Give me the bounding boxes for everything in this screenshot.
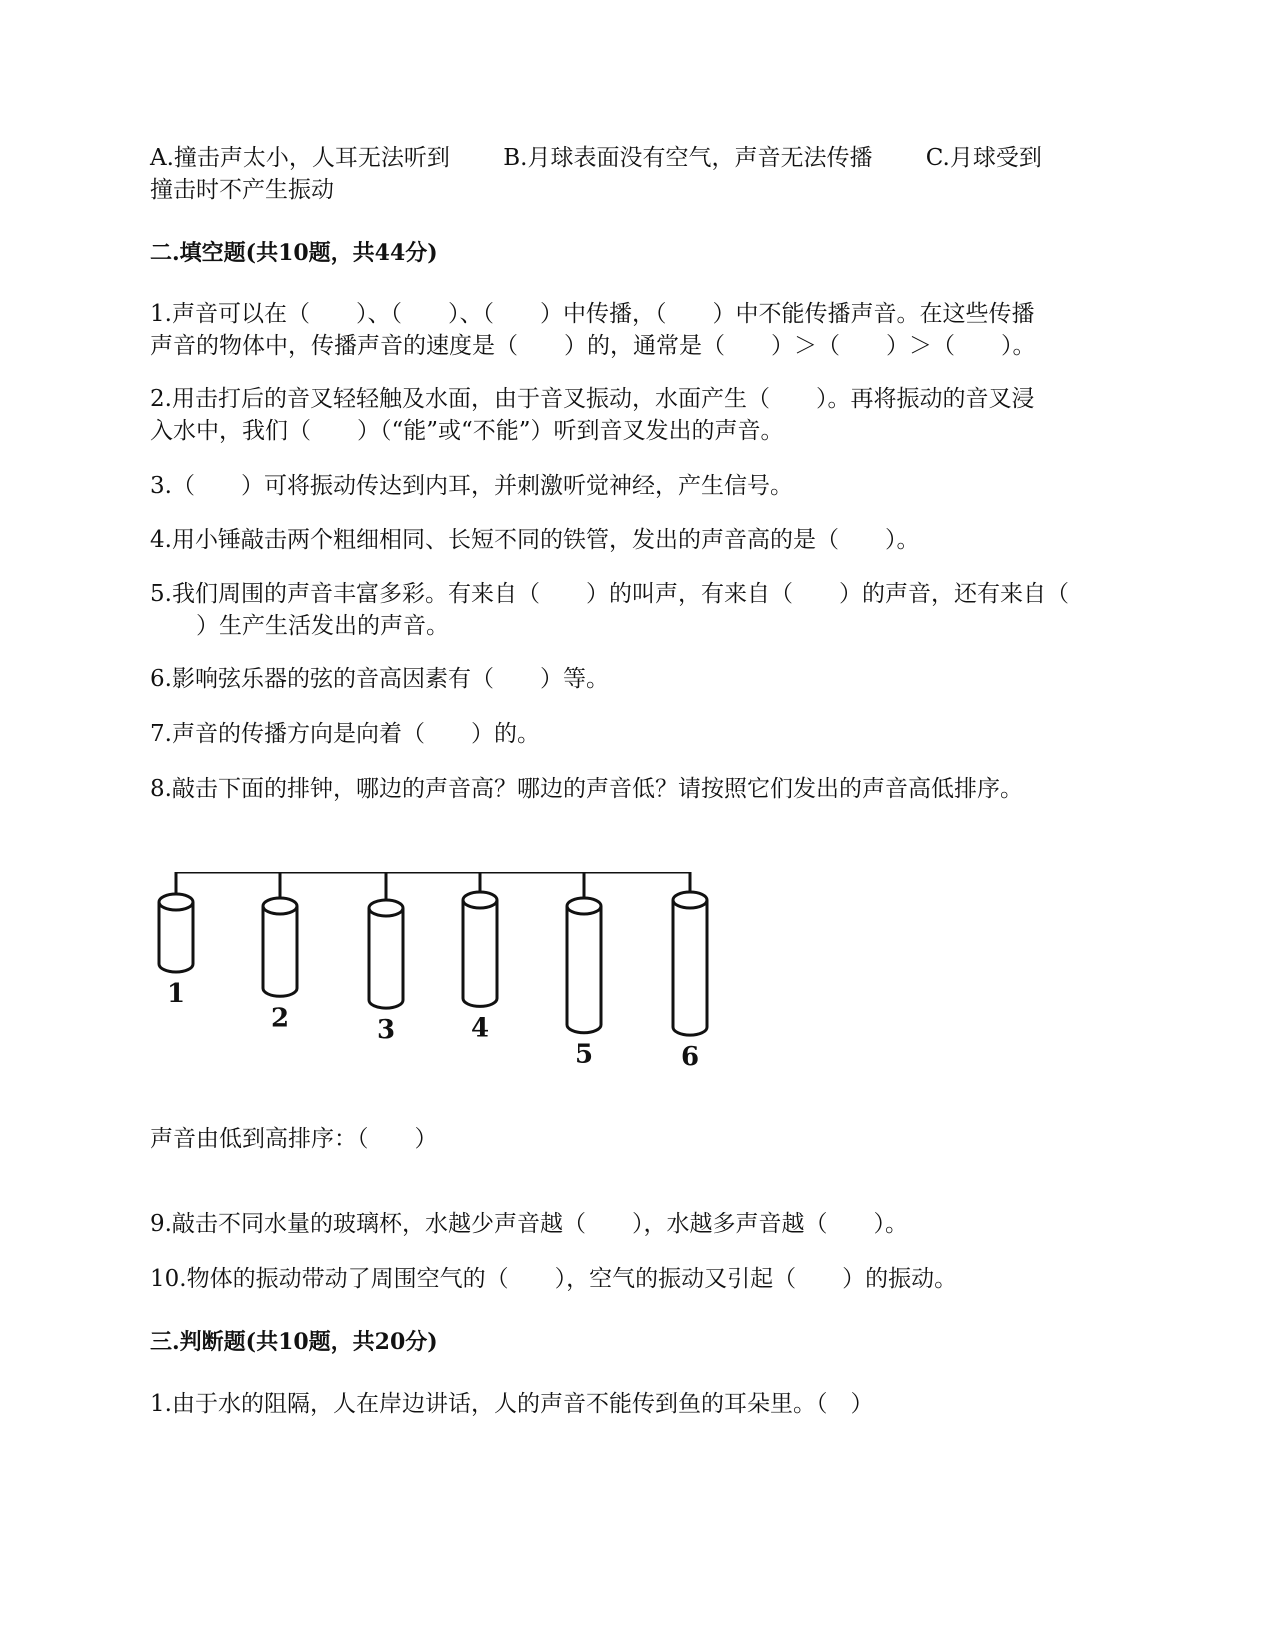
fill-q7: 7.声音的传播方向是向着（ ）的。 <box>150 721 540 747</box>
fill-q9: 9.敲击不同水量的玻璃杯，水越少声音越（ ），水越多声音越（ ）。 <box>150 1211 908 1237</box>
choice-options-line-1: A.撞击声太小，人耳无法听到 B.月球表面没有空气，声音无法传播 C.月球受到 <box>150 145 1042 171</box>
fill-q5-line-2: ）生产生活发出的声音。 <box>150 613 449 639</box>
fill-q4: 4.用小锤敲击两个粗细相同、长短不同的铁管，发出的声音高的是（ ）。 <box>150 527 920 553</box>
chime-tube <box>263 898 297 996</box>
fill-q1-line-2: 声音的物体中，传播声音的速度是（ ）的，通常是（ ）＞（ ）＞（ ）。 <box>150 333 1036 359</box>
chime-bars-diagram <box>150 872 750 1122</box>
fill-q8: 8.敲击下面的排钟，哪边的声音高？哪边的声音低？请按照它们发出的声音高低排序。 <box>150 776 1023 802</box>
chime-tube <box>463 892 497 1006</box>
choice-options-line-2: 撞击时不产生振动 <box>150 177 334 203</box>
fill-q2-line-1: 2.用击打后的音叉轻轻触及水面，由于音叉振动，水面产生（ ）。再将振动的音叉浸 <box>150 386 1035 412</box>
chime-label: 5 <box>574 1039 594 1070</box>
chime-tube <box>369 900 403 1008</box>
section-judgement-title: 三.判断题(共10题，共20分) <box>150 1329 438 1355</box>
chime-tube <box>673 892 707 1035</box>
fill-q1-line-1: 1.声音可以在（ ）、（ ）、（ ）中传播，（ ）中不能传播声音。在这些传播 <box>150 301 1035 327</box>
judge-q1: 1.由于水的阻隔，人在岸边讲话，人的声音不能传到鱼的耳朵里。（ ） <box>150 1391 874 1417</box>
fill-q6: 6.影响弦乐器的弦的音高因素有（ ）等。 <box>150 666 609 692</box>
chime-label: 3 <box>376 1015 396 1046</box>
fill-q8-answer: 声音由低到高排序：（ ） <box>150 1126 438 1152</box>
chime-label: 4 <box>470 1013 490 1044</box>
fill-q5-line-1: 5.我们周围的声音丰富多彩。有来自（ ）的叫声，有来自（ ）的声音，还有来自（ <box>150 581 1069 607</box>
chime-label: 6 <box>680 1042 700 1073</box>
fill-q10: 10.物体的振动带动了周围空气的（ ），空气的振动又引起（ ）的振动。 <box>150 1266 958 1292</box>
chime-tube <box>567 898 601 1033</box>
section-fill-in-title: 二.填空题(共10题，共44分) <box>150 240 438 266</box>
chime-label: 2 <box>270 1003 290 1034</box>
chime-tube <box>159 894 193 972</box>
chime-label: 1 <box>166 979 186 1009</box>
fill-q2-line-2: 入水中，我们（ ）（“能”或“不能”）听到音叉发出的声音。 <box>150 418 784 444</box>
chime-bars-figure <box>150 872 750 1122</box>
fill-q3: 3.（ ）可将振动传达到内耳，并刺激听觉神经，产生信号。 <box>150 473 793 499</box>
